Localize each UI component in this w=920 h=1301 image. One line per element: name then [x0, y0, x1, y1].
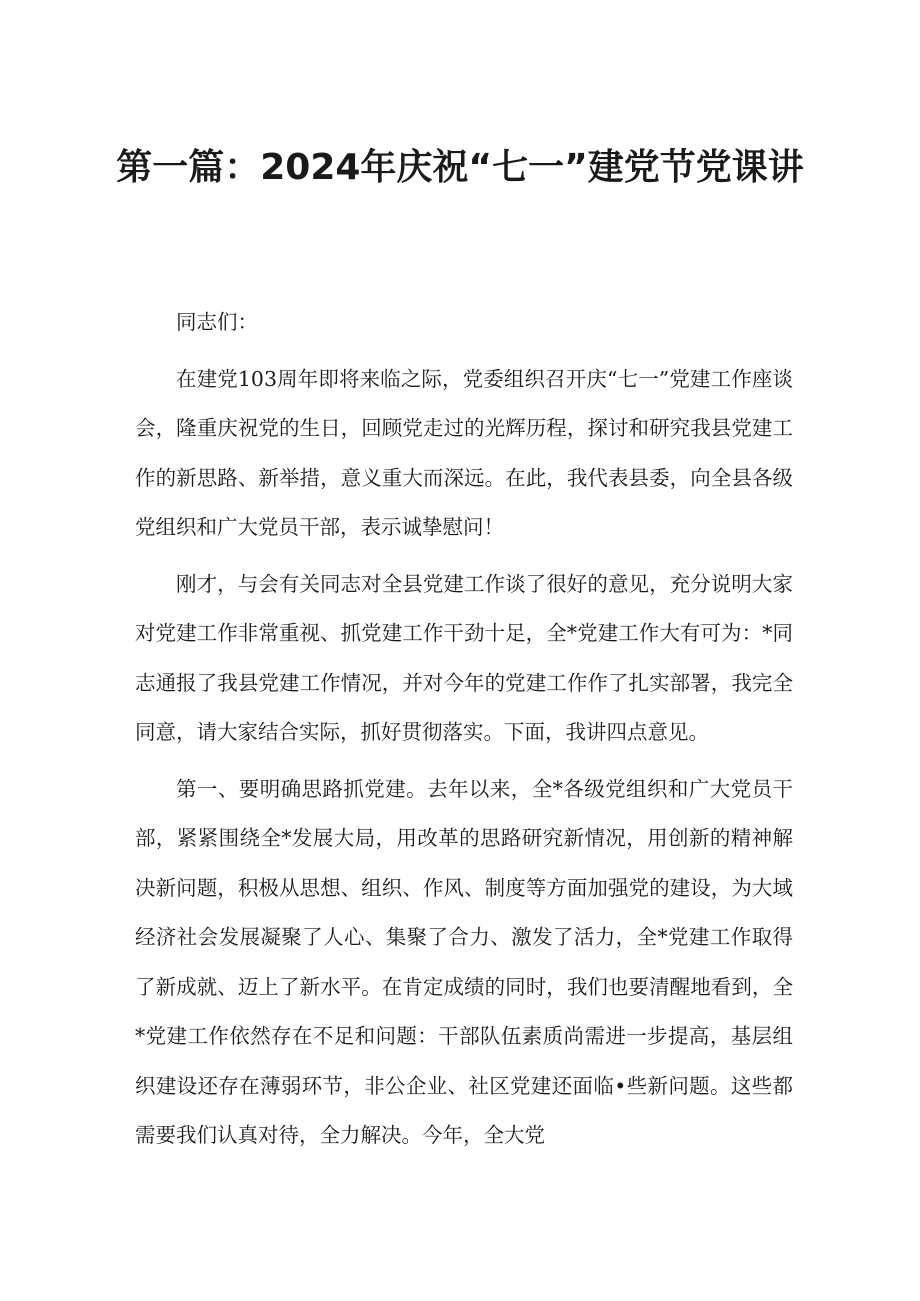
- document-body: [135, 298, 793, 1168]
- paragraph-1: 在建党103周年即将来临之际，党委组织召开庆“七一”党建工作座谈会，隆重庆祝党的生日，回顾党走过的光辉历程，探讨和研究我县党建工作的新思路、新举措，意义重大而深远。在此，我代表县委，向全县各级党组织和广大党员干部，表示诚挚慰问！: [135, 366, 793, 539]
- salutation: 同志们：: [176, 310, 258, 334]
- paragraph-2: 刚才，与会有关同志对全县党建工作谈了很好的意见，充分说明大家对党建工作非常重视、抓党建工作干劲十足，全*党建工作大有可为：*同志通报了我县党建工作情况，并对今年的党建工作作了扎实部署，我完全同意，请大家结合实际，抓好贯彻落实。下面，我讲四点意见。: [135, 571, 793, 744]
- document-title: 第一篇：2024年庆祝“七一”建党节党课讲: [116, 147, 804, 188]
- paragraph-3: 第一、要明确思路抓党建。去年以来，全*各级党组织和广大党员干部，紧紧围绕全*发展大局，用改革的思路研究新情况，用创新的精神解决新问题，积极从思想、组织、作风、制度等方面加强党的建设，为大域经济社会发展凝聚了人心、集聚了合力、激发了活力，全*党建工作取得了新成就、迈上了新水平。在肯定成绩的同时，我们也要清醒地看到，全*党建工作依然存在不足和问题：干部队伍素质尚需进一步提高，基层组织建设还存在薄弱环节，非公企业、社区党建还面临•些新问题。这些都需要我们认真对待，全力解决。今年，全大党: [135, 776, 793, 1147]
